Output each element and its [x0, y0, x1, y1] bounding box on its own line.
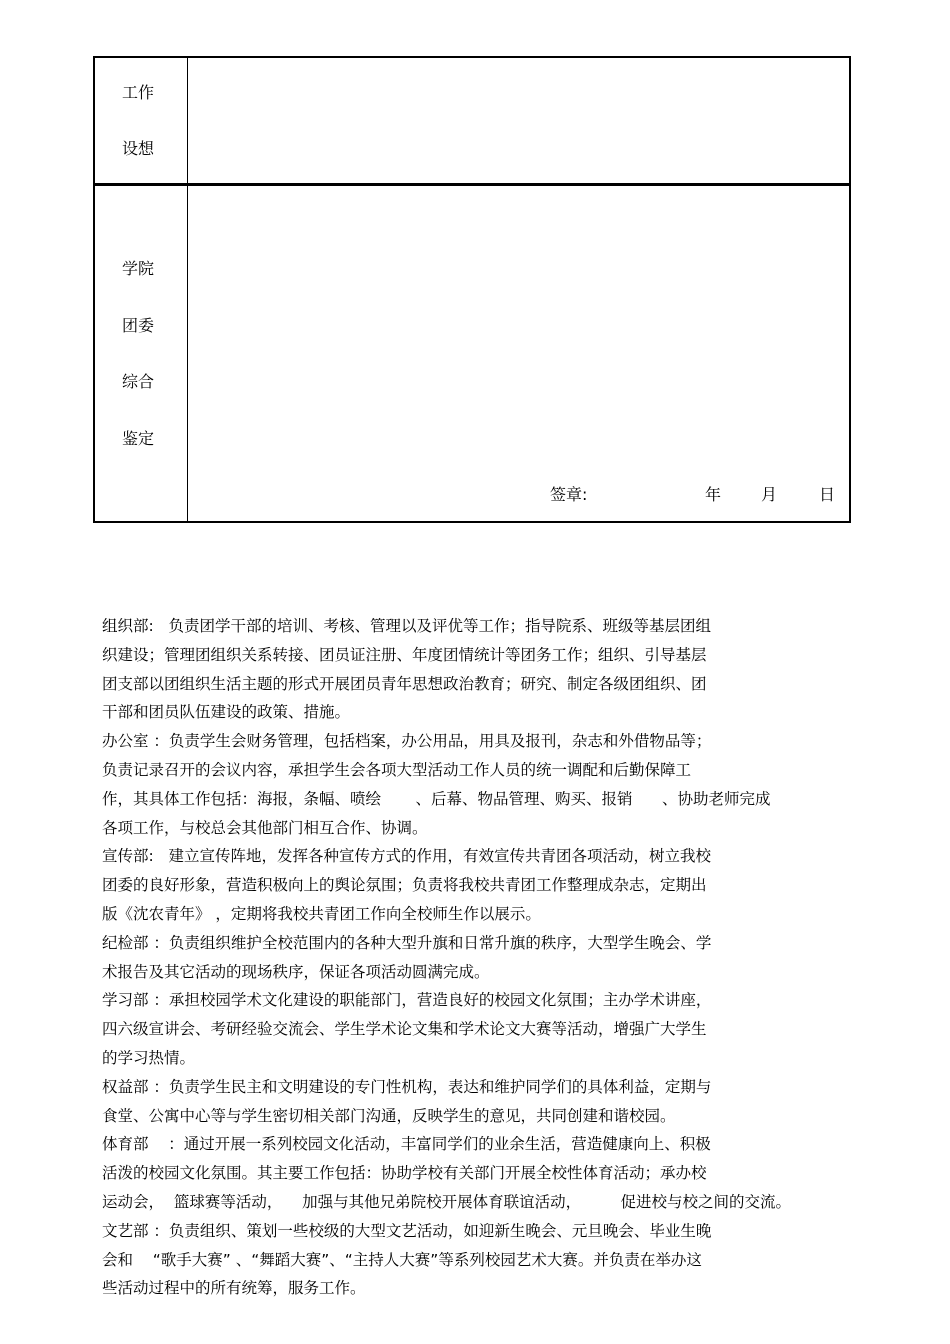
college-review-label-cell [95, 186, 188, 521]
college-review-content-cell[interactable] [188, 186, 849, 521]
description-line: 负责记录召开的会议内容，承担学生会各项大型活动工作人员的统一调配和后勤保障工 [102, 760, 692, 779]
description-line: 干部和团员队伍建设的政策、措施。 [102, 703, 351, 722]
signature-month: 月 [761, 485, 778, 504]
description-line: 会和 “歌手大赛” 、“舞蹈大赛”、“主持人大赛”等系列校园艺术大赛。并负责在举办这 [102, 1250, 702, 1269]
description-line: 各项工作，与校总会其他部门相互合作、协调。 [102, 818, 428, 837]
college-review-label-line: 团委 [122, 316, 155, 335]
description-line: 食堂、公寓中心等与学生密切相关部门沟通，反映学生的意见，共同创建和谐校园。 [102, 1106, 676, 1125]
description-line: 织建设；管理团组织关系转接、团员证注册、年度团情统计等团务工作；组织、引导基层 [102, 645, 707, 664]
work-plan-label-line: 工作 [122, 83, 155, 102]
description-line: 的学习热情。 [102, 1048, 196, 1067]
signature-label: 签章: [550, 485, 588, 504]
application-form-table [93, 56, 851, 523]
description-line: 办公室 ：负责学生会财务管理，包括档案，办公用品，用具及报刊，杂志和外借物品等； [102, 732, 712, 751]
college-review-label-line: 学院 [122, 259, 155, 278]
college-review-row [95, 186, 849, 521]
department-descriptions [102, 612, 842, 1303]
signature-day: 日 [819, 485, 836, 504]
description-line: 团委的良好形象，营造积极向上的舆论氛围；负责将我校共青团工作整理成杂志，定期出 [102, 876, 707, 895]
description-line: 宣传部: 建立宣传阵地，发挥各种宣传方式的作用，有效宣传共青团各项活动，树立我校 [102, 847, 712, 866]
description-line: 作，其具体工作包括：海报，条幅、喷绘 、后幕、物品管理、购买、报销 、协助老师完成 [102, 789, 771, 808]
description-line: 体育部 ：通过开展一系列校园文化活动，丰富同学们的业余生活，营造健康向上、积极 [102, 1135, 711, 1154]
description-line: 术报告及其它活动的现场秩序，保证各项活动圆满完成。 [102, 962, 490, 981]
description-line: 组织部: 负责团学干部的培训、考核、管理以及评优等工作；指导院系、班级等基层团组 [102, 617, 712, 635]
description-line: 学习部 ：承担校园学术文化建设的职能部门，营造良好的校园文化氛围；主办学术讲座， [102, 991, 712, 1010]
description-line: 些活动过程中的所有统筹，服务工作。 [102, 1279, 366, 1298]
college-review-label-line: 综合 [122, 372, 155, 391]
description-line: 版《沈农青年》 ，定期将我校共青团工作向全校师生作以展示。 [102, 904, 541, 923]
description-line: 纪检部 ：负责组织维护全校范围内的各种大型升旗和日常升旗的秩序，大型学生晚会、学 [102, 933, 712, 952]
description-line: 团支部以团组织生活主题的形式开展团员青年思想政治教育；研究、制定各级团组织、团 [102, 674, 707, 693]
signature-year: 年 [705, 485, 722, 504]
description-line: 活泼的校园文化氛围。其主要工作包括：协助学校有关部门开展全校性体育活动；承办校 [102, 1164, 707, 1183]
description-line: 文艺部 ：负责组织、策划一些校级的大型文艺活动，如迎新生晚会、元旦晚会、毕业生晚 [102, 1221, 712, 1240]
description-line: 四六级宣讲会、考研经验交流会、学生学术论文集和学术论文大赛等活动，增强广大学生 [102, 1020, 707, 1039]
work-plan-content-cell[interactable] [188, 58, 849, 183]
work-plan-row [95, 58, 849, 186]
work-plan-label-line: 设想 [122, 139, 155, 158]
description-line: 权益部 ：负责学生民主和文明建设的专门性机构，表达和维护同学们的具体利益，定期与 [102, 1077, 712, 1096]
work-plan-label-cell [95, 58, 188, 183]
college-review-label-line: 鉴定 [122, 429, 155, 448]
description-line: 运动会， 篮球赛等活动， 加强与其他兄弟院校开展体育联谊活动， 促进校与校之间的交流。 [102, 1192, 791, 1211]
